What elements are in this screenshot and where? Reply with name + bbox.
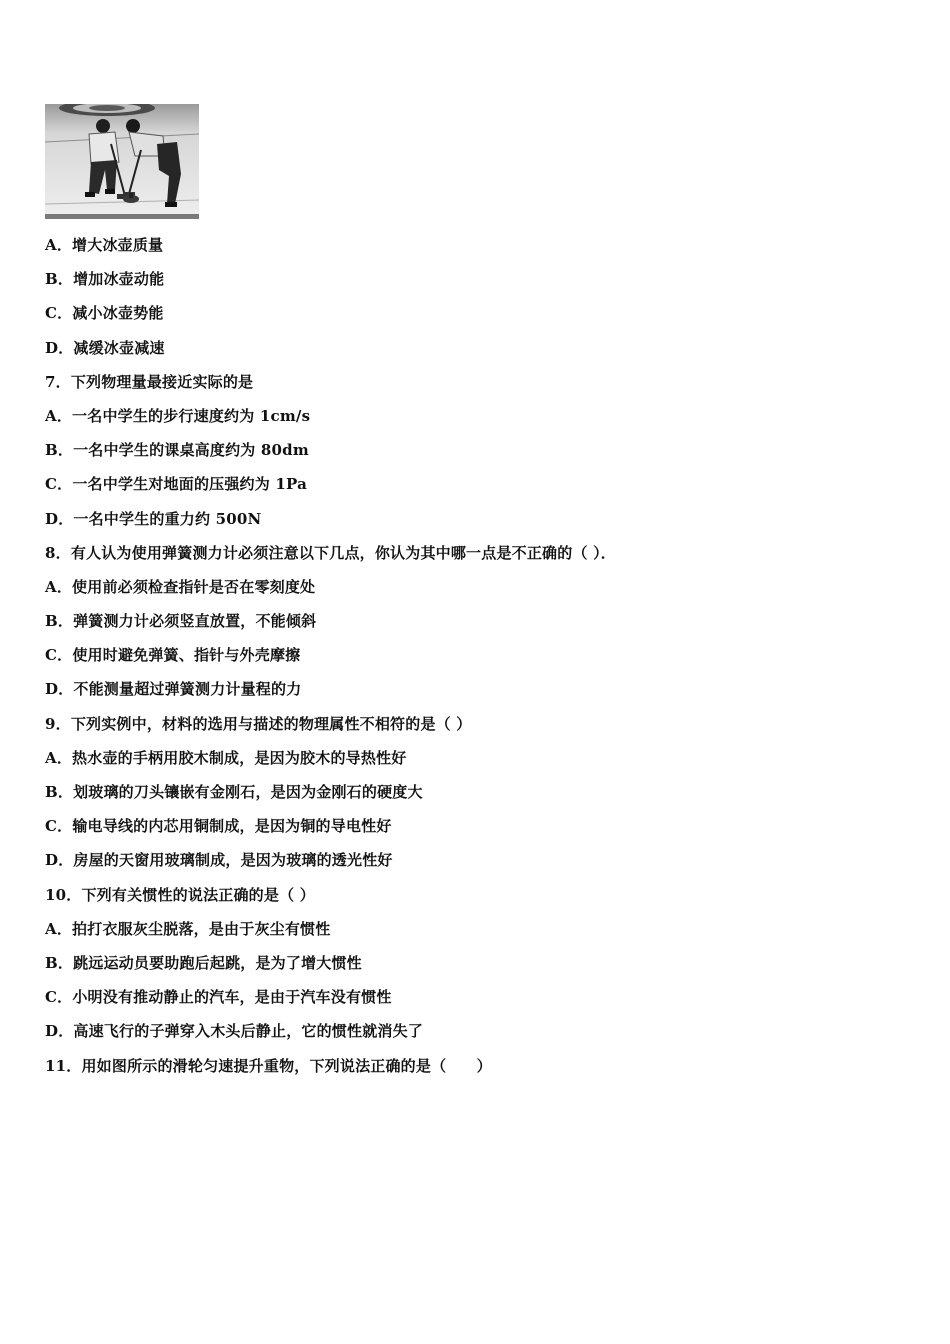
answer-option: D．高速飞行的子弹穿入木头后静止，它的惯性就消失了 xyxy=(45,1022,424,1041)
answer-option: C．减小冰壶势能 xyxy=(45,304,164,323)
question-stem: 9．下列实例中，材料的选用与描述的物理属性不相符的是（ ） xyxy=(45,714,472,733)
question-list xyxy=(45,235,905,1090)
answer-option: D．房屋的天窗用玻璃制成，是因为玻璃的透光性好 xyxy=(45,851,393,870)
answer-option: A．热水壶的手柄用胶木制成，是因为胶木的导热性好 xyxy=(45,748,407,767)
answer-option: C．输电导线的内芯用铜制成，是因为铜的导电性好 xyxy=(45,817,392,836)
answer-option: C．小明没有推动静止的汽车，是由于汽车没有惯性 xyxy=(45,988,392,1007)
answer-option: A．一名中学生的步行速度约为 1cm/s xyxy=(45,406,311,425)
question-stem: 10．下列有关惯性的说法正确的是（ ） xyxy=(45,885,315,904)
answer-option: A．拍打衣服灰尘脱落，是由于灰尘有惯性 xyxy=(45,919,331,938)
answer-option: B．跳远运动员要助跑后起跳，是为了增大惯性 xyxy=(45,953,362,972)
answer-option: B．增加冰壶动能 xyxy=(45,270,165,289)
answer-option: C．一名中学生对地面的压强约为 1Pa xyxy=(45,475,307,494)
answer-option: B．弹簧测力计必须竖直放置，不能倾斜 xyxy=(45,612,317,631)
question-stem: 7．下列物理量最接近实际的是 xyxy=(45,372,254,391)
answer-option: D．一名中学生的重力约 500N xyxy=(45,509,262,528)
answer-option: C．使用时避免弹簧、指针与外壳摩擦 xyxy=(45,646,301,665)
answer-option: B．一名中学生的课桌高度约为 80dm xyxy=(45,441,309,460)
answer-option: D．减缓冰壶减速 xyxy=(45,338,165,357)
answer-option: D．不能测量超过弹簧测力计量程的力 xyxy=(45,680,302,699)
question-stem: 8．有人认为使用弹簧测力计必须注意以下几点，你认为其中哪一点是不正确的（ ）． xyxy=(45,543,616,562)
answer-option: B．划玻璃的刀头镶嵌有金刚石，是因为金刚石的硬度大 xyxy=(45,783,423,801)
answer-option: A．增大冰壶质量 xyxy=(45,236,164,254)
curling-photo xyxy=(45,104,199,219)
answer-option: A．使用前必须检查指针是否在零刻度处 xyxy=(45,577,316,596)
question-stem: 11．用如图所示的滑轮匀速提升重物，下列说法正确的是（ ） xyxy=(45,1056,492,1075)
